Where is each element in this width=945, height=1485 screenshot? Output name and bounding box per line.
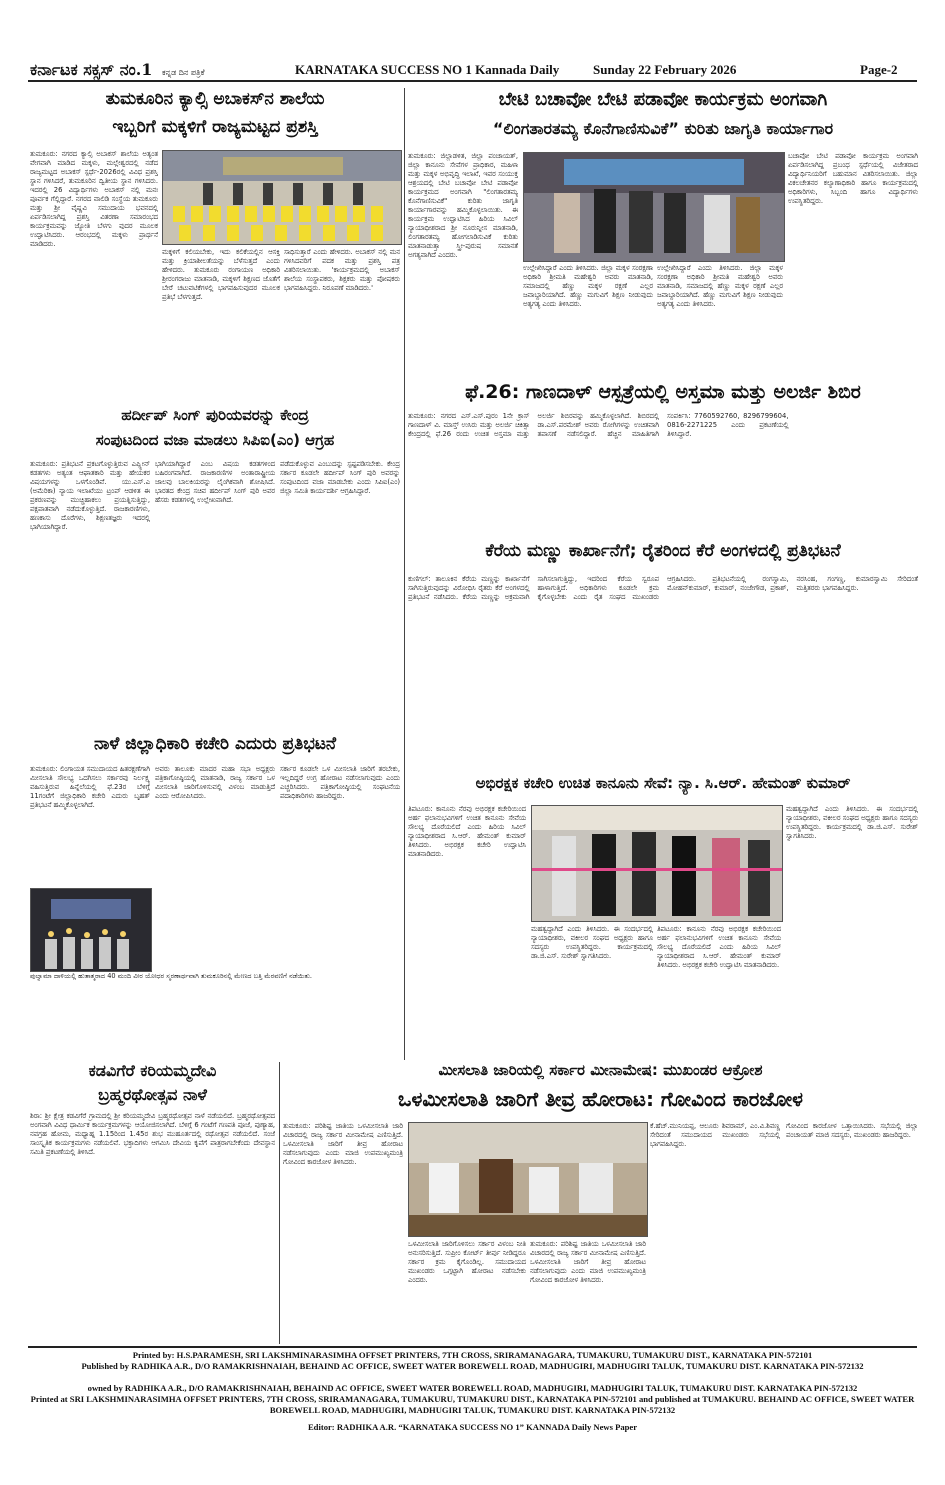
article-5-body-col-2: ಅವರು ತಾಲೂಕು ಮಾದರ ಮಹಾ ಸಭಾ ಅಧ್ಯಕ್ಷರು ಪತ್ರಿಕಾಗೋಷ್ಠಿಯಲ್ಲಿ ಮಾತನಾಡಿ, ರಾಜ್ಯ ಸರ್ಕಾರ ಒಳ ಮೀಸಲಾತಿ ಜಾರಿಗೊಳಿಸುವಲ್ಲಿ ವಿಳಂಬ ಮಾಡುತ್ತಿದೆ ಎಂದು ಆರೋಪಿಸಿದರು.: [155, 765, 275, 800]
masthead-name: ಕರ್ನಾಟಕ ಸಕ್ಸಸ್ ನಂ.1: [30, 60, 153, 79]
article-9-headline-line-1: ಮೀಸಲಾತಿ ಜಾರಿಯಲ್ಲಿ ಸರ್ಕಾರ ಮೀನಾಮೇಷ: ಮುಖಂಡರ ಆಕ್ರೋಶ: [438, 1061, 763, 1079]
article-1-headline-line-2: ಇಬ್ಬರಿಗೆ ಮಕ್ಕಳಿಗೆ ರಾಜ್ಯಮಟ್ಟದ ಪ್ರಶಸ್ತಿ: [112, 117, 318, 137]
article-9-body-col-4: ಕೆ.ಹೆಚ್.ಮುನಿಯಪ್ಪ, ಆಲೂರು ಶಿವರಾಮ್, ಎಂ.ವಿ.ಶಿವಣ್ಣ ಸೇರಿದಂತೆ ಸಮುದಾಯದ ಮುಖಂಡರು ಸಭೆಯಲ್ಲಿ ಭಾಗವಹಿಸಿದ್ದರು.: [650, 1122, 780, 1148]
article-2-photo: [523, 152, 785, 262]
article-9-photo: [408, 1122, 648, 1237]
article-4-body-col-3: ಪಡೆದುಕೊಳ್ಳುವ ಎಂಬುದನ್ನು ಸ್ಪಷ್ಟಪಡಿಸಬೇಕು. ಕೇಂದ್ರ ಸರ್ಕಾರ ಕೂಡಲೇ ಹರ್ದೀಪ್ ಸಿಂಗ್ ಪುರಿ ಅವರನ್ನು ಸಂಪುಟದಿಂದ ವಜಾ ಮಾಡಬೇಕು ಎಂದು ಸಿಪಿಐ(ಎಂ) ಜಿಲ್ಲಾ ಸಮಿತಿ ಕಾರ್ಯದರ್ಶಿ ಆಗ್ರಹಿಸಿದ್ದಾರೆ.: [280, 460, 400, 495]
article-3-headline: ಫೆ.26: ಗಾಣದಾಳ್ ಆಸ್ಪತ್ರೆಯಲ್ಲಿ ಅಸ್ತಮಾ ಮತ್ತು ಅಲರ್ಜಿ ಶಿಬಿರ: [465, 381, 861, 403]
article-2-body-col-4: ಬಚಾವೋ ಬೇಟಿ ಪಡಾವೋ ಕಾರ್ಯಕ್ರಮ ಅಂಗವಾಗಿ ಏರ್ಪಡಿಸಲಾಗಿದ್ದ ಪ್ರಬಂಧ ಸ್ಪರ್ಧೆಯಲ್ಲಿ ವಿಜೇತರಾದ ವಿದ್ಯಾರ್ಥಿನಿಯರಿಗೆ ಬಹುಮಾನ ವಿತರಿಸಲಾಯಿತು. ಜಿಲ್ಲಾ ವಿಕಲಚೇತನರ ಕಲ್ಯಾಣಾಧಿಕಾರಿ ಹಾಗೂ ಕಾರ್ಯಕ್ರಮದಲ್ಲಿ ಅಧಿಕಾರಿಗಳು, ಸಿಬ್ಬಂದಿ ಹಾಗೂ ವಿದ್ಯಾರ್ಥಿಗಳು ಉಪಸ್ಥಿತರಿದ್ದರು.: [788, 152, 918, 205]
article-7-photo: [531, 805, 783, 922]
article-1-photo: [162, 150, 402, 245]
masthead-date: Sunday 22 February 2026: [593, 62, 737, 77]
imprint-printed-by: Printed by: H.S.PARAMESH, SRI LAKSHMINARASIMHA OFFSET PRINTERS, 7TH CROSS, SRIRAMANAGARA, TUMAKURU, TUMAKURU DIST., KARNATAKA PIN-572101: [132, 1350, 813, 1360]
masthead-subtitle: ಕನ್ನಡ ದಿನ ಪತ್ರಿಕೆ: [162, 68, 205, 77]
article-4-body-col-2: ಭಾಗಿಯಾಗಿದ್ದಾರೆ ಎಂಬ ವಿಷಯ ಕಡತಗಳಿಂದ ಬಹಿರಂಗವಾಗಿದೆ. ರಾಜಕಾರಣಿಗಳ ಅಂತಾರಾಷ್ಟ್ರೀಯ ಜಾಲವು ಬಾಲಕಿಯರನ್ನು ಲೈಂಗಿಕವಾಗಿ ಶೋಷಿಸಿದೆ. ಭಾರತದ ಕೇಂದ್ರ ಸಚಿವ ಹರ್ದೀಪ್ ಸಿಂಗ್ ಪುರಿ ಅವರ ಹೆಸರು ಕಡತಗಳಲ್ಲಿ ಉಲ್ಲೇಖವಾಗಿದೆ.: [155, 460, 275, 504]
article-7-body-col-1: ತಿಪಟೂರು: ಕಾನೂನು ನೆರವು ಅಭಿರಕ್ಷಕ ಕಚೇರಿಯಿಂದ ಅರ್ಹ ಫಲಾನುಭವಿಗಳಿಗೆ ಉಚಿತ ಕಾನೂನು ಸೇವೆಯ ಸೌಲಭ್ಯ ದೊರೆಯಲಿದೆ ಎಂದು ಹಿರಿಯ ಸಿವಿಲ್ ನ್ಯಾಯಾಧೀಶರಾದ ಸಿ.ಆರ್. ಹೇಮಂತ್ ಕುಮಾರ್ ತಿಳಿಸಿದರು. ಅಭಿರಕ್ಷಕ ಕಚೇರಿ ಉದ್ಘಾಟಿಸಿ ಮಾತನಾಡಿದರು.: [408, 805, 526, 858]
candle-march-photo: [30, 888, 152, 972]
article-2-body-col-1: ತುಮಕೂರು: ಜಿಲ್ಲಾಡಳಿತ, ಜಿಲ್ಲಾ ಪಂಚಾಯತ್, ಜಿಲ್ಲಾ ಕಾನೂನು ಸೇವೆಗಳ ಪ್ರಾಧಿಕಾರ, ಮಹಿಳಾ ಮತ್ತು ಮಕ್ಕಳ ಅಭಿವೃದ್ಧಿ ಇಲಾಖೆ, ಇವರ ಸಂಯುಕ್ತ ಆಶ್ರಯದಲ್ಲಿ ಬೇಟಿ ಬಚಾವೋ ಬೇಟಿ ಪಡಾವೋ ಕಾರ್ಯಕ್ರಮದ ಅಂಗವಾಗಿ "ಲಿಂಗತಾರತಮ್ಯ ಕೊನೆಗಾಣಿಸುವಿಕೆ" ಕುರಿತು ಜಾಗೃತಿ ಕಾರ್ಯಾಗಾರವನ್ನು ಹಮ್ಮಿಕೊಳ್ಳಲಾಯಿತು. ಈ ಕಾರ್ಯಕ್ರಮ ಉದ್ಘಾಟಿಸಿದ ಹಿರಿಯ ಸಿವಿಲ್ ನ್ಯಾಯಾಧೀಶರಾದ ಶ್ರೀ ನೂರುನ್ನೀಸ ಮಾತನಾಡಿ, ಲಿಂಗತಾರತಮ್ಯ ಹೋಗಲಾಡಿಸುವಿಕೆ ಕುರಿತು ಮಾತನಾಡುತ್ತಾ ಸ್ತ್ರೀ-ಪುರುಷ ಸಮಾನತೆ ಅಗತ್ಯವಾಗಿದೆ ಎಂದರು.: [408, 152, 518, 259]
imprint-published-by: Published by RADHIKA A.R., D/O RAMAKRISHNAIAH, BEHAIND AC OFFICE, SWEET WATER BOREWELL ROAD, MADHUGIRI, MADHUGIRI TALUK, TUMAKURU DIST. KARNATAKA PIN-572132: [81, 1361, 864, 1371]
article-4-headline-line-2: ಸಂಪುಟದಿಂದ ವಜಾ ಮಾಡಲು ಸಿಪಿಐ(ಎಂ) ಆಗ್ರಹ: [95, 431, 335, 449]
article-1-body-col-3: ಸಾಧಿಸುತ್ತಾರೆ ಎಂದು ಹೇಳಿದರು. ಅಬಾಕಸ್ ನಲ್ಲಿ ಮನ ಗಳಿಸಿದವರಿಗೆ ಪದಕ ಮತ್ತು ಪ್ರಶಸ್ತಿ ಪತ್ರ ವಿತರಿಸಲಾಯಿತು. 'ಕಾರ್ಯಕ್ರಮದಲ್ಲಿ ಅಬಾಕಸ್ ಶಾಲೆಯ ಸಂಸ್ಥಾಪಕರು, ಶಿಕ್ಷಕರು ಮತ್ತು ಪೋಷಕರು ಭಾಗವಹಿಸಿದ್ದರು. ನಿರೂಪಣೆ ಮಾಡಿದರು.': [284, 248, 400, 292]
article-4-body-col-1: ತುಮಕೂರು: ಪ್ರತಿಭಟನೆ ಪ್ರಕಟಗೊಳ್ಳುತ್ತಿರುವ ಎಪ್ಸ್ಟೀನ್ ಕಡತಗಳು ಅತ್ಯಂತ ಆಘಾತಕಾರಿ ಮತ್ತು ಹೇಯಕರ ವಿಷಯಗಳನ್ನು ಒಳಗೊಂಡಿವೆ. ಯು.ಎಸ್.ಎ (ಅಮೆರಿಕಾ) ನ್ಯಾಯ ಇಲಾಖೆಯು ಟ್ರಂಪ್ ಆಡಳಿತ ಈ ಪ್ರಕರಣವನ್ನು ಮುಚ್ಚಿಹಾಕಲು ಪ್ರಯತ್ನಿಸುತ್ತಿದ್ದು, ಪಕ್ಷಪಾತವಾಗಿ ನಡೆದುಕೊಳ್ಳುತ್ತಿದೆ. ರಾಜಕಾರಣಿಗಳು, ಹಣಕಾಸು ದೊರೆಗಳು, ಶಿಕ್ಷಣತಜ್ಞರು ಇದರಲ್ಲಿ ಭಾಗಿಯಾಗಿದ್ದಾರೆ.: [30, 460, 150, 531]
article-1-body-col-2: ಮಕ್ಕಳಿಗೆ ಕಲಿಯಬೇಕು, ಇದು ಕಲಿಕೆಯಲ್ಲಿನ ಆಸಕ್ತಿ ಮತ್ತು ಕ್ರಿಯಾಶೀಲತೆಯನ್ನು ಬೆಳೆಸುತ್ತದೆ ಎಂದು ಹೇಳಿದರು. ತುಮಕೂರು ರಂಗಾಯಣ ಅಧಿಕಾರಿ ಶ್ರೀರಂಗರಾಜು ಮಾತನಾಡಿ, ಮಕ್ಕಳಿಗೆ ಶಿಕ್ಷಣದ ಜೊತೆಗೆ ಬೇರೆ ಚಟುವಟಿಕೆಗಳಲ್ಲಿ ಭಾಗವಹಿಸುವುದರ ಮೂಲಕ ಪ್ರತಿಭೆ ಬೆಳಗುತ್ತದೆ.: [162, 248, 280, 301]
imprint-owned-by: owned by RADHIKA A.R., D/O RAMAKRISHNAIAH, BEHAIND AC OFFICE, SWEET WATER BOREWELL ROAD, MADHUGIRI, MADHUGIRI TALUK, TUMAKURU DIST. KARNATAKA PIN-572132: [87, 1383, 858, 1393]
article-9-body-col-1: ತುಮಕೂರು: ಪರಿಶಿಷ್ಟ ಜಾತಿಯ ಒಳಮೀಸಲಾತಿ ಜಾರಿ ವಿಚಾರದಲ್ಲಿ ರಾಜ್ಯ ಸರ್ಕಾರ ಮೀನಾಮೇಷ ಎಣಿಸುತ್ತಿದೆ. ಒಳಮೀಸಲಾತಿ ಜಾರಿಗೆ ತೀವ್ರ ಹೋರಾಟ ನಡೆಸಲಾಗುವುದು ಎಂದು ಮಾಜಿ ಉಪಮುಖ್ಯಮಂತ್ರಿ ಗೋವಿಂದ ಕಾರಜೋಳ ತಿಳಿಸಿದರು.: [283, 1122, 403, 1166]
article-1-headline-line-1: ತುಮಕೂರಿನ ಕ್ಯಾಲ್ಸಿ ಅಬಾಕಸ್‌ನ ಶಾಲೆಯ: [105, 89, 325, 109]
article-8-body: ಶಿರಾ: ಶ್ರೀ ಕ್ಷೇತ್ರ ಕಡವಿಗೆರೆ ಗ್ರಾಮದಲ್ಲಿ ಶ್ರೀ ಕರಿಯಮ್ಮದೇವಿ ಬ್ರಹ್ಮರಥೋತ್ಸವ ನಾಳೆ ನಡೆಯಲಿದೆ. ಬ್ರಹ್ಮರಥೋತ್ಸವದ ಅಂಗವಾಗಿ ವಿವಿಧ ಧಾರ್ಮಿಕ ಕಾರ್ಯಕ್ರಮಗಳನ್ನು ಆಯೋಜಿಸಲಾಗಿದೆ. ಬೆಳಿಗ್ಗೆ 6 ಗಂಟೆಗೆ ಗಣಪತಿ ಪೂಜೆ, ಪುಣ್ಯಾಹ, ನವಗ್ರಹ ಹೋಮ, ಮಧ್ಯಾಹ್ನ 1.15ರಿಂದ 1.45ರ ಶುಭ ಮುಹೂರ್ತದಲ್ಲಿ ರಥೋತ್ಸವ ನಡೆಯಲಿದೆ. ಸಂಜೆ ಸಾಂಸ್ಕೃತಿಕ ಕಾರ್ಯಕ್ರಮಗಳು ನಡೆಯಲಿವೆ. ಭಕ್ತಾದಿಗಳು ಆಗಮಿಸಿ ದೇವಿಯ ಕೃಪೆಗೆ ಪಾತ್ರರಾಗಬೇಕೆಂದು ದೇವಸ್ಥಾನ ಸಮಿತಿ ಪ್ರಕಟಣೆಯಲ್ಲಿ ತಿಳಿಸಿದೆ.: [30, 1112, 275, 1156]
article-7-body-col-3: ತಿಪಟೂರು: ಕಾನೂನು ನೆರವು ಅಭಿರಕ್ಷಕ ಕಚೇರಿಯಿಂದ ಅರ್ಹ ಫಲಾನುಭವಿಗಳಿಗೆ ಉಚಿತ ಕಾನೂನು ಸೇವೆಯ ಸೌಲಭ್ಯ ದೊರೆಯಲಿದೆ ಎಂದು ಹಿರಿಯ ಸಿವಿಲ್ ನ್ಯಾಯಾಧೀಶರಾದ ಸಿ.ಆರ್. ಹೇಮಂತ್ ಕುಮಾರ್ ತಿಳಿಸಿದರು. ಅಭಿರಕ್ಷಕ ಕಚೇರಿ ಉದ್ಘಾಟಿಸಿ ಮಾತನಾಡಿದರು.: [657, 925, 781, 969]
article-8-headline-line-1: ಕಡವಿಗೆರೆ ಕರಿಯಮ್ಮದೇವಿ: [88, 1061, 217, 1080]
article-3-body: ತುಮಕೂರು: ನಗರದ ಎಸ್.ಎಸ್.ಪುರಂ 1ನೇ ಕ್ರಾಸ್ ಗಾಣದಾಳ್ ವಿ. ಮಾಸ್ತ್ ಉಸಿರು ಮತ್ತು ಅಲರ್ಜಿ ಚಿಕಿತ್ಸಾ ಕೇಂದ್ರದಲ್ಲಿ ಫೆ.26 ರಂದು ಉಚಿತ ಅಸ್ತಮಾ ಮತ್ತು ಅಲರ್ಜಿ ಶಿಬಿರವನ್ನು ಹಮ್ಮಿಕೊಳ್ಳಲಾಗಿದೆ. ಶಿಬಿರದಲ್ಲಿ ಡಾ.ಎಸ್.ಪರಮೇಶ್ ಅವರು ರೋಗಿಗಳನ್ನು ಉಚಿತವಾಗಿ ತಪಾಸಣೆ ನಡೆಸಲಿದ್ದಾರೆ. ಹೆಚ್ಚಿನ ಮಾಹಿತಿಗಾಗಿ ಸಂಪರ್ಕಿಸಿ: 7760592760, 8296799604, 0816-2271225 ಎಂದು ಪ್ರಕಟಣೆಯಲ್ಲಿ ತಿಳಿಸಿದ್ದಾರೆ.: [408, 412, 789, 438]
article-9-body-col-2: ಒಳಮೀಸಲಾತಿ ಜಾರಿಗೊಳಿಸಲು ಸರ್ಕಾರ ವಿಳಂಬ ನೀತಿ ಅನುಸರಿಸುತ್ತಿದೆ. ಸುಪ್ರೀಂ ಕೋರ್ಟ್ ತೀರ್ಪು ನೀಡಿದ್ದರೂ ಸರ್ಕಾರ ಕ್ರಮ ಕೈಗೊಂಡಿಲ್ಲ. ಸಮುದಾಯದ ಮುಖಂಡರು ಒಗ್ಗಟ್ಟಾಗಿ ಹೋರಾಟ ನಡೆಸಬೇಕು ಎಂದರು.: [408, 1240, 526, 1284]
article-2-body-col-3: ಉಲ್ಲೇಖಿಸಿದ್ದಾರೆ ಎಂದು ತಿಳಿಸಿದರು. ಜಿಲ್ಲಾ ಮಕ್ಕಳ ಸಂರಕ್ಷಣಾ ಅಧಿಕಾರಿ ಶ್ರೀಮತಿ ಮಹೇಶ್ವರಿ ಅವರು ಮಾತನಾಡಿ, ಸಮಾಜದಲ್ಲಿ ಹೆಣ್ಣು ಮಕ್ಕಳ ರಕ್ಷಣೆ ಎಲ್ಲರ ಜವಾಬ್ದಾರಿಯಾಗಿದೆ. ಹೆಣ್ಣು ಮಗುವಿಗೆ ಶಿಕ್ಷಣ ನೀಡುವುದು ಅತ್ಯಗತ್ಯ ಎಂದು ತಿಳಿಸಿದರು.: [657, 264, 783, 308]
article-7-body-col-4: ಮಹತ್ವದ್ದಾಗಿದೆ ಎಂದು ತಿಳಿಸಿದರು. ಈ ಸಂದರ್ಭದಲ್ಲಿ ನ್ಯಾಯಾಧೀಶರು, ವಕೀಲರ ಸಂಘದ ಅಧ್ಯಕ್ಷರು ಹಾಗೂ ಸದಸ್ಯರು ಉಪಸ್ಥಿತರಿದ್ದರು. ಕಾರ್ಯಕ್ರಮದಲ್ಲಿ ಡಾ.ಜಿ.ಎಸ್. ಸುರೇಶ್ ಸ್ವಾಗತಿಸಿದರು.: [786, 805, 918, 840]
article-2-body-col-2: ಉಲ್ಲೇಖಿಸಿದ್ದಾರೆ ಎಂದು ತಿಳಿಸಿದರು. ಜಿಲ್ಲಾ ಮಕ್ಕಳ ಸಂರಕ್ಷಣಾ ಅಧಿಕಾರಿ ಶ್ರೀಮತಿ ಮಹೇಶ್ವರಿ ಅವರು ಮಾತನಾಡಿ, ಸಮಾಜದಲ್ಲಿ ಹೆಣ್ಣು ಮಕ್ಕಳ ರಕ್ಷಣೆ ಎಲ್ಲರ ಜವಾಬ್ದಾರಿಯಾಗಿದೆ. ಹೆಣ್ಣು ಮಗುವಿಗೆ ಶಿಕ್ಷಣ ನೀಡುವುದು ಅತ್ಯಗತ್ಯ ಎಂದು ತಿಳಿಸಿದರು.: [523, 264, 653, 308]
article-9-body-col-5: ಗೋವಿಂದ ಕಾರಜೋಳ ಒತ್ತಾಯಿಸಿದರು. ಸಭೆಯಲ್ಲಿ ಜಿಲ್ಲಾ ಪಂಚಾಯತ್ ಮಾಜಿ ಸದಸ್ಯರು, ಮುಖಂಡರು ಹಾಜರಿದ್ದರು.: [786, 1122, 918, 1139]
article-5-body-col-3: ಸರ್ಕಾರ ಕೂಡಲೇ ಒಳ ಮೀಸಲಾತಿ ಜಾರಿಗೆ ತರಬೇಕು, ಇಲ್ಲದಿದ್ದರೆ ಉಗ್ರ ಹೋರಾಟ ನಡೆಸಲಾಗುವುದು ಎಂದು ಎಚ್ಚರಿಸಿದರು. ಪತ್ರಿಕಾಗೋಷ್ಠಿಯಲ್ಲಿ ಸಂಘಟನೆಯ ಪದಾಧಿಕಾರಿಗಳು ಹಾಜರಿದ್ದರು.: [280, 765, 400, 800]
article-1-body-col-1: ತುಮಕೂರು: ನಗರದ ಕ್ಯಾಲ್ಸಿ ಅಬಾಕಸ್ ಶಾಲೆಯ ಅತ್ಯಂತ ವೇಗವಾಗಿ ಮಾಡಿದ ಮಕ್ಕಳು, ಮಲ್ಲೇಶ್ವರದಲ್ಲಿ ನಡೆದ ರಾಜ್ಯಮಟ್ಟದ ಅಬಾಕಸ್ ಸ್ಪರ್ಧೆ-2026ರಲ್ಲಿ ವಿವಿಧ ಪ್ರಶಸ್ತಿ ಸ್ಥಾನ ಗಳಿಸಿದರೆ, ತುಮಕೂರಿನ ದ್ವಿತೀಯ ಸ್ಥಾನ ಗಳಿಸಿದರು. ಇದರಲ್ಲಿ 26 ವಿದ್ಯಾರ್ಥಿಗಳು ಅಬಾಕಸ್ ನಲ್ಲಿ ಮನಃ ಪೂರ್ವಕ ಗೆಲ್ಲಿದ್ದಾರೆ. ನಗರದ ವಾಲಿಡಿ ಸಂಸ್ಥೆಯ ತುಮಕೂರು ಮತ್ತು ಶ್ರೀ ವೈಷ್ಣವಿ ಸಮುದಾಯ ಭವನದಲ್ಲಿ ಏರ್ಪಡಿಸಲಾಗಿದ್ದ ಪ್ರಶಸ್ತಿ ವಿತರಣಾ ಸಮಾರಂಭದ ಕಾರ್ಯಕ್ರಮವನ್ನು ಜ್ಯೋತಿ ಬೆಳಗು ವುದರ ಮೂಲಕ ಉದ್ಘಾಟಿಸಿದರು. ಆರಂಭದಲ್ಲಿ ಮಕ್ಕಳು ಪ್ರಾರ್ಥನೆ ಮಾಡಿದರು.: [30, 150, 158, 248]
column-divider: [404, 405, 405, 1060]
article-9-headline-line-2: ಒಳಮೀಸಲಾತಿ ಜಾರಿಗೆ ತೀವ್ರ ಹೋರಾಟ: ಗೋವಿಂದ ಕಾರಜೋಳ: [398, 1087, 803, 1111]
group-photo-icon: [163, 151, 401, 244]
article-2-headline-line-2: “ಲಿಂಗತಾರತಮ್ಯ ಕೊನೆಗಾಣಿಸುವಿಕೆ” ಕುರಿತು ಜಾಗೃತಿ ಕಾರ್ಯಾಗಾರ: [492, 119, 834, 138]
article-4-headline-line-1: ಹರ್ದೀಪ್ ಸಿಂಗ್ ಪುರಿಯವರನ್ನು ಕೇಂದ್ರ: [121, 406, 309, 424]
footer-rule: [28, 1346, 917, 1348]
meeting-photo-icon: [409, 1123, 647, 1236]
article-8-headline-line-2: ಬ್ರಹ್ಮರಥೋತ್ಸವ ನಾಳೆ: [98, 1085, 207, 1104]
article-5-headline: ನಾಳೆ ಜಿಲ್ಲಾಧಿಕಾರಿ ಕಚೇರಿ ಎದುರು ಪ್ರತಿಭಟನೆ: [93, 734, 337, 754]
masthead-title: [30, 60, 205, 80]
imprint-printed-at: Printed at SRI LAKSHMINARASIMHA OFFSET PRINTERS, 7TH CROSS, SRIRAMANAGARA, TUMAKURU, TUMAKURU DIST., KARNATAKA PIN-572101 and published at TUMAKURU. BEHAIND AC OFFICE, SWEET WATER BOREWELL ROAD, MADHUGIRI, MADHUGIRI TALUK, TUMAKURU DIST. KARNATAKA PIN-572132: [30, 1394, 915, 1415]
article-6-body: ಕುಣಿಗಲ್: ತಾಲೂಕಿನ ಕೆರೆಯ ಮಣ್ಣನ್ನು ಕಾರ್ಖಾನೆಗೆ ಸಾಗಿಸುತ್ತಿರುವುದನ್ನು ವಿರೋಧಿಸಿ ರೈತರು ಕೆರೆ ಅಂಗಳದಲ್ಲಿ ಪ್ರತಿಭಟನೆ ನಡೆಸಿದರು. ಕೆರೆಯ ಮಣ್ಣನ್ನು ಅಕ್ರಮವಾಗಿ ಸಾಗಿಸಲಾಗುತ್ತಿದ್ದು, ಇದರಿಂದ ಕೆರೆಯ ಸ್ವರೂಪ ಹಾಳಾಗುತ್ತಿದೆ. ಅಧಿಕಾರಿಗಳು ಕೂಡಲೇ ಕ್ರಮ ಕೈಗೊಳ್ಳಬೇಕು ಎಂದು ರೈತ ಸಂಘದ ಮುಖಂಡರು ಆಗ್ರಹಿಸಿದರು. ಪ್ರತಿಭಟನೆಯಲ್ಲಿ ರಂಗಸ್ವಾಮಿ, ಮೋಹನ್‌ಕುಮಾರ್, ಕುಮಾರ್, ನಂಜೇಗೌಡ, ಪ್ರಕಾಶ್, ನರಸಿಂಹ, ಗಂಗಣ್ಣ, ಕುಮಾರಸ್ವಾಮಿ ಸೇರಿದಂತೆ ಮತ್ತಿತರರು ಭಾಗವಹಿಸಿದ್ದರು.: [408, 575, 918, 601]
article-5-body-col-1: ತುಮಕೂರು: ಲಿಂಗಾಯತ ಸಮುದಾಯದ ಹಿತರಕ್ಷಣೆಗಾಗಿ ಮೀಸಲಾತಿ ಸೌಲಭ್ಯ ಒದಗಿಸಲು ಸರ್ಕಾರವು ನಿರ್ಲಕ್ಷ್ಯ ವಹಿಸುತ್ತಿರುವ ಹಿನ್ನೆಲೆಯಲ್ಲಿ ಫೆ.23ರ ಬೆಳಿಗ್ಗೆ 11ಗಂಟೆಗೆ ಜಿಲ್ಲಾಧಿಕಾರಿ ಕಚೇರಿ ಎದುರು ಬೃಹತ್ ಪ್ರತಿಭಟನೆ ಹಮ್ಮಿಕೊಳ್ಳಲಾಗಿದೆ.: [30, 765, 150, 809]
workshop-photo-icon: [524, 153, 784, 261]
column-divider: [404, 88, 405, 408]
masthead-english-title: KARNATAKA SUCCESS NO 1 Kannada Daily: [295, 62, 560, 77]
article-2-headline-line-1: ಬೇಟಿ ಬಚಾವೋ ಬೇಟಿ ಪಡಾವೋ ಕಾರ್ಯಕ್ರಮ ಅಂಗವಾಗಿ: [498, 89, 828, 110]
masthead-rule: [28, 80, 917, 82]
imprint-editor: Editor: RADHIKA A.R. “KARNATAKA SUCCESS NO 1” KANNADA Daily News Paper: [307, 1422, 638, 1432]
column-divider: [279, 1062, 280, 1344]
article-7-headline: ಅಭಿರಕ್ಷಕ ಕಚೇರಿ ಉಚಿತ ಕಾನೂನು ಸೇವೆ: ನ್ಯಾ. ಸಿ.ಆರ್. ಹೇಮಂತ್ ಕುಮಾರ್: [475, 774, 851, 792]
article-6-headline: ಕೆರೆಯ ಮಣ್ಣು ಕಾರ್ಖಾನೆಗೆ; ರೈತರಿಂದ ಕೆರೆ ಅಂಗಳದಲ್ಲಿ ಪ್ರತಿಭಟನೆ: [485, 541, 841, 561]
article-7-body-col-2: ಮಹತ್ವದ್ದಾಗಿದೆ ಎಂದು ತಿಳಿಸಿದರು. ಈ ಸಂದರ್ಭದಲ್ಲಿ ನ್ಯಾಯಾಧೀಶರು, ವಕೀಲರ ಸಂಘದ ಅಧ್ಯಕ್ಷರು ಹಾಗೂ ಸದಸ್ಯರು ಉಪಸ್ಥಿತರಿದ್ದರು. ಕಾರ್ಯಕ್ರಮದಲ್ಲಿ ಡಾ.ಜಿ.ಎಸ್. ಸುರೇಶ್ ಸ್ವಾಗತಿಸಿದರು.: [531, 925, 653, 960]
article-9-body-col-3: ತುಮಕೂರು: ಪರಿಶಿಷ್ಟ ಜಾತಿಯ ಒಳಮೀಸಲಾತಿ ಜಾರಿ ವಿಚಾರದಲ್ಲಿ ರಾಜ್ಯ ಸರ್ಕಾರ ಮೀನಾಮೇಷ ಎಣಿಸುತ್ತಿದೆ. ಒಳಮೀಸಲಾತಿ ಜಾರಿಗೆ ತೀವ್ರ ಹೋರಾಟ ನಡೆಸಲಾಗುವುದು ಎಂದು ಮಾಜಿ ಉಪಮುಖ್ಯಮಂತ್ರಿ ಗೋವಿಂದ ಕಾರಜೋಳ ತಿಳಿಸಿದರು.: [530, 1240, 646, 1284]
candle-march-photo-icon: [31, 889, 151, 971]
candle-march-caption: ಪುಲ್ವಾಮಾ ದಾಳಿಯಲ್ಲಿ ಹುತಾತ್ಮರಾದ 40 ಮಂದಿ ವೀರ ಯೋಧರ ಸ್ಮರಣಾರ್ಥವಾಗಿ ತುಮಕೂರಿನಲ್ಲಿ ಮೇಣದ ಬತ್ತಿ ಮೆರವಣಿಗೆ ನಡೆಯಿತು.: [30, 972, 313, 980]
ribbon-cutting-photo-icon: [532, 806, 782, 921]
page-number: Page-2: [860, 62, 898, 77]
